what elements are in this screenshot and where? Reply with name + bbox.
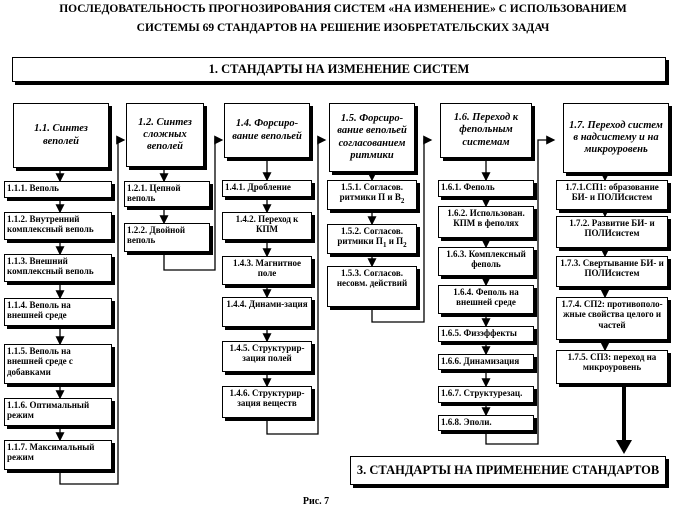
col4-header: 1.5. Форсиро-вание вепольей согласованием ритмики [329, 103, 415, 172]
col4-item: 1.5.1. Согласов. ритмики П и $В_2$ [327, 180, 417, 210]
section-1-banner: 1. СТАНДАРТЫ НА ИЗМЕНЕНИЕ СИСТЕМ [12, 57, 666, 82]
col1-item: 1.1.6. Оптимальный режим [4, 398, 112, 426]
title-line-2: СИСТЕМЫ 69 СТАНДАРТОВ НА РЕШЕНИЕ ИЗОБРЕТАТЕЛЬСКИХ ЗАДАЧ [136, 22, 550, 34]
col2-header: 1.2. Синтез сложных веполей [126, 103, 204, 167]
col1-item: 1.1.5. Веполь на внешней среде с добавками [4, 344, 112, 384]
col1-item: 1.1.2. Внутренний комплексный веполь [4, 212, 112, 240]
col5-item: 1.6.4. Феполь на внешней среде [438, 285, 534, 314]
col1-item: 1.1.3. Внешний комплексный веполь [4, 254, 112, 282]
col6-item: 1.7.3. Свертывание БИ- и ПОЛИсистем [556, 256, 668, 287]
col2-item: 1.2.2. Двойной веполь [124, 223, 210, 252]
col6-item: 1.7.4. СП2: противополо-жные свойства целого и частей [556, 297, 668, 340]
col3-item: 1.4.2. Переход к КПМ [222, 212, 312, 240]
title-line-1: ПОСЛЕДОВАТЕЛЬНОСТЬ ПРОГНОЗИРОВАНИЯ СИСТЕМ «НА ИЗМЕНЕНИЕ» С ИСПОЛЬЗОВАНИЕМ [59, 3, 627, 15]
col6-item: 1.7.1.СП1: образование БИ- и ПОЛИсистем [556, 180, 668, 210]
col5-item: 1.6.2. Использован. КПМ в феполях [438, 206, 534, 238]
col1-item: 1.1.1. Веполь [4, 181, 112, 198]
col5-item: 1.6.5. Физэффекты [438, 326, 534, 342]
col6-item: 1.7.5. СП3: переход на микроуровень [556, 350, 668, 384]
col1-header: 1.1. Синтез веполей [13, 103, 109, 168]
col6-header: 1.7. Переход систем в надсистему и на микроуровень [563, 103, 669, 173]
col2-item: 1.2.1. Цепной веполь [124, 181, 210, 207]
figure-caption: Рис. 7 [302, 496, 330, 507]
col5-item: 1.6.7. Структурезац. [438, 386, 534, 403]
col3-header: 1.4. Форсиро-вание вепольей [224, 103, 310, 158]
col1-item: 1.1.4. Веполь на внешней среде [4, 298, 112, 326]
col5-header: 1.6. Переход к фепольным системам [440, 103, 532, 158]
col5-item: 1.6.8. Эполи. [438, 415, 534, 431]
col5-item: 1.6.6. Динамизация [438, 354, 534, 370]
section-3-banner: 3. СТАНДАРТЫ НА ПРИМЕНЕНИЕ СТАНДАРТОВ [350, 456, 666, 485]
col3-item: 1.4.6. Структурир-зация веществ [222, 386, 312, 418]
col3-item: 1.4.1. Дробление [222, 180, 312, 197]
col3-item: 1.4.4. Динами-зация [222, 297, 312, 327]
col5-item: 1.6.1. Феполь [438, 180, 534, 197]
col1-item: 1.1.7. Максимальный режим [4, 440, 112, 470]
col3-item: 1.4.5. Структурир-зация полей [222, 341, 312, 372]
col4-item: 1.5.3. Согласов. несовм. действий [327, 266, 417, 307]
col4-item: 1.5.2. Согласов. ритмики $П_1$ и $П_2$ [327, 224, 417, 254]
col6-item: 1.7.2. Развитие БИ- и ПОЛИсистем [556, 216, 668, 248]
col3-item: 1.4.3. Магнитное поле [222, 256, 312, 285]
col5-item: 1.6.3. Комплексный феполь [438, 247, 534, 276]
